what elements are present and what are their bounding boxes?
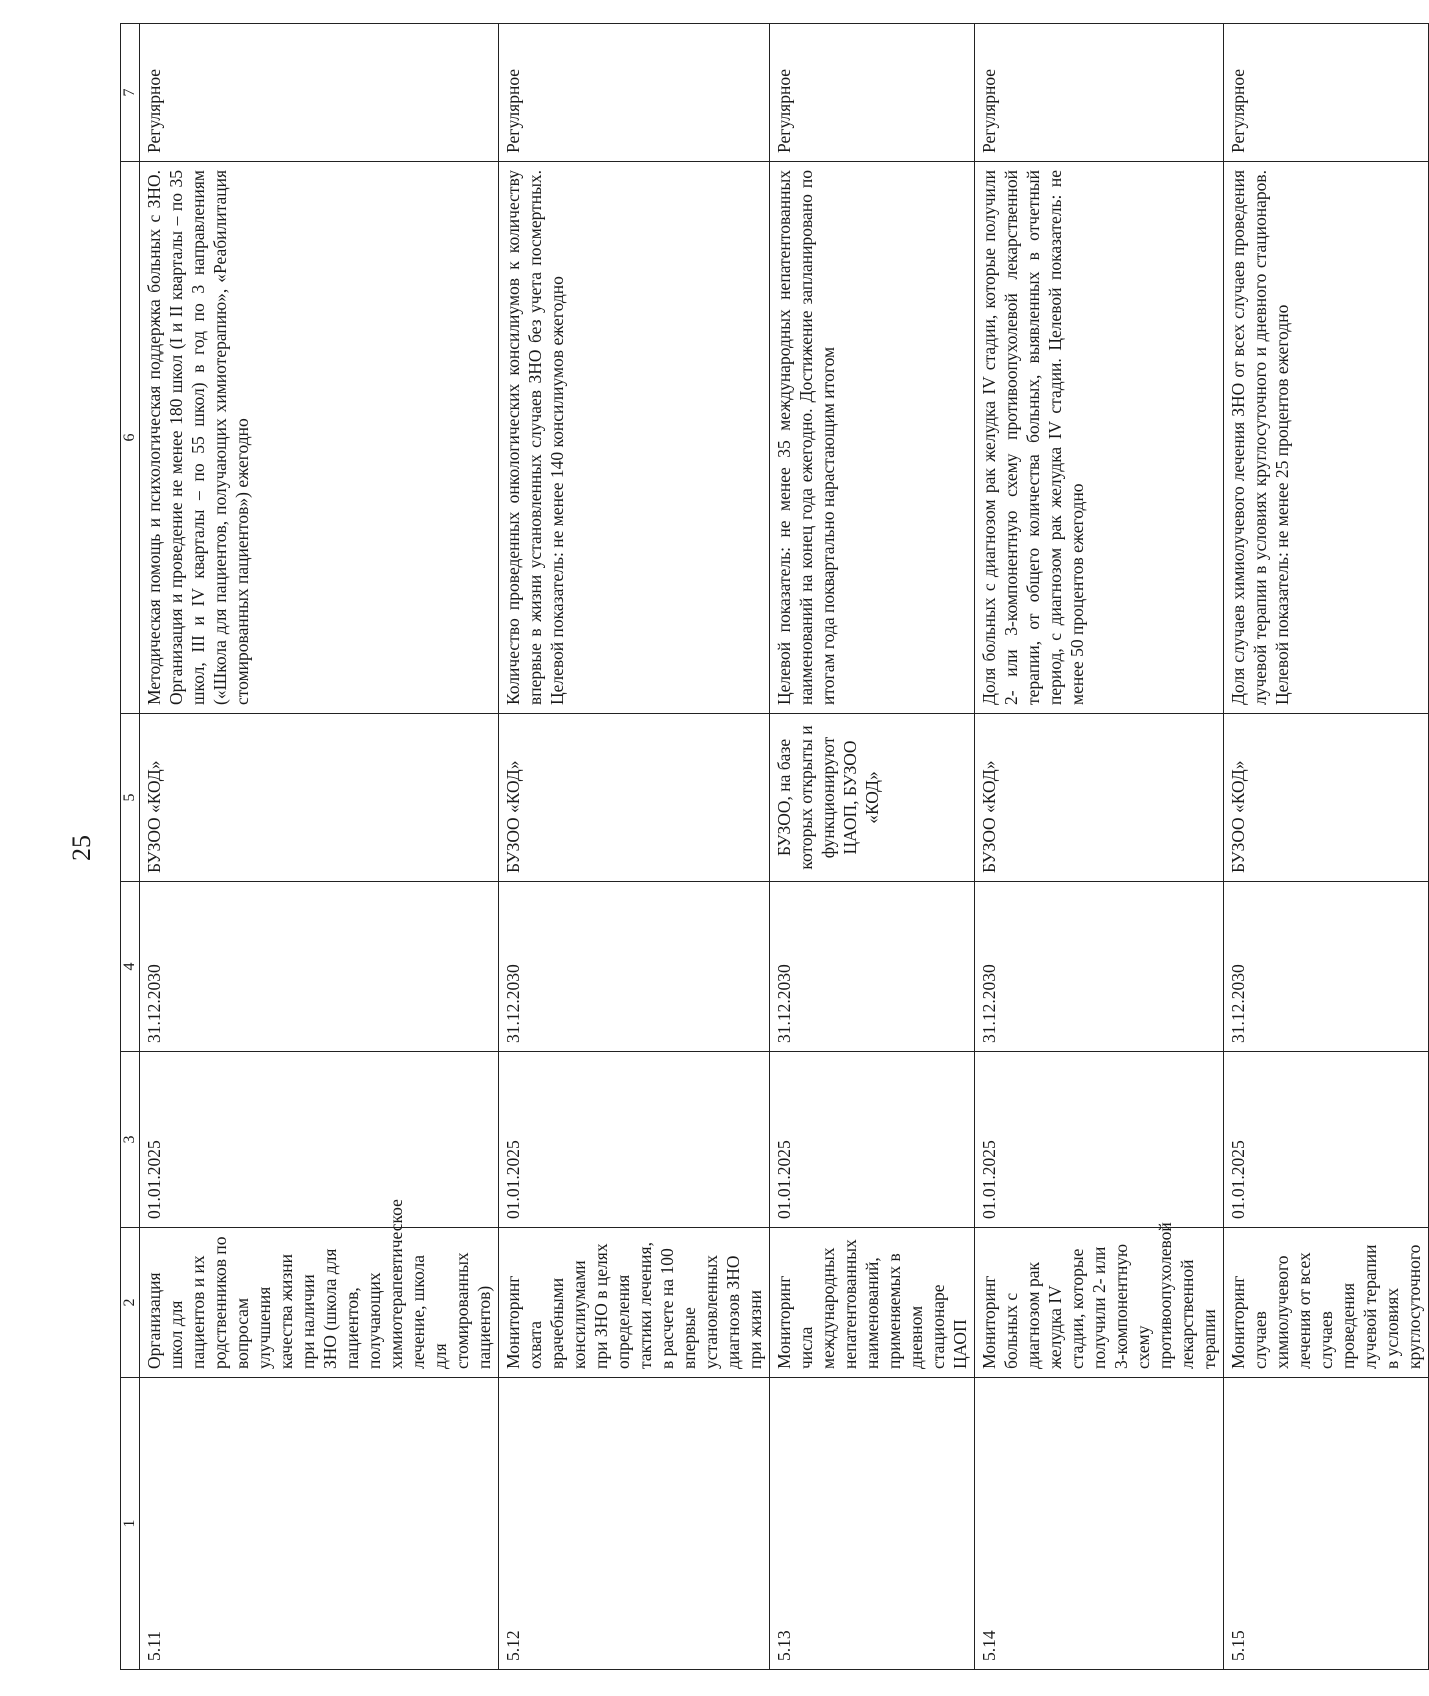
activity-name-cell: Мониторинг охвата врачебными консилиумами при ЗНО в целях определения тактики лечения, в расчете на 100 впервые установленных диагнозов ЗНО при жизни <box>499 1228 770 1378</box>
expected-result-cell: Целевой показатель: не менее 35 международных непатентованных наименований на конец года ежегодно. Достижение запланировано по итогам года поквартально нарастающим итогом <box>770 162 975 714</box>
expected-result-cell: Количество проведенных онкологических консилиумов к количеству впервые в жизни установленных случаев ЗНО без учета посмертных. Целевой показатель: не менее 140 консилиумов ежегодно <box>499 162 770 714</box>
column-number: 2 <box>121 1228 140 1378</box>
executor-cell: БУЗОО «КОД» <box>1224 714 1429 882</box>
end-date-cell: 31.12.2030 <box>975 882 1224 1052</box>
column-number: 3 <box>121 1052 140 1228</box>
activity-name-cell: Мониторинг числа международных непатентованных наименований, применяемых в дневном стационаре ЦАОП <box>770 1228 975 1378</box>
activity-type-cell: Регулярное <box>140 24 499 162</box>
row-number-cell: 5.15 <box>1224 1378 1429 1670</box>
expected-result-cell: Доля случаев химиолучевого лечения ЗНО от всех случаев проведения лучевой терапии в условиях круглосуточного и дневного стационаров. Целевой показатель: не менее 25 процентов ежегодно <box>1224 162 1429 714</box>
table-row <box>975 24 1224 1670</box>
column-number: 7 <box>121 24 140 162</box>
column-number: 6 <box>121 162 140 714</box>
activity-name-cell: Мониторинг больных с диагнозом рак желудка IV стадии, которые получили 2- или 3-компонентную схему противоопухолевой лекарственной терапии <box>975 1228 1224 1378</box>
expected-result-cell: Методическая помощь и психологическая поддержка больных с ЗНО. Организация и проведение не менее 180 школ (I и II кварталы – по 35 школ, III и IV кварталы – по 55 школ) в год по 3 направлениям («Школа для пациентов, получающих химиотерапию», «Реабилитация стомированных пациентов») ежегодно <box>140 162 499 714</box>
column-number: 4 <box>121 882 140 1052</box>
page-number: 25 <box>67 835 96 861</box>
table-row <box>499 24 770 1670</box>
row-number-cell: 5.11 <box>140 1378 499 1670</box>
column-number: 1 <box>121 1378 140 1670</box>
end-date-cell: 31.12.2030 <box>499 882 770 1052</box>
table-row <box>140 24 499 1670</box>
executor-cell: БУЗОО «КОД» <box>140 714 499 882</box>
table-row <box>1224 24 1429 1670</box>
start-date-cell: 01.01.2025 <box>499 1052 770 1228</box>
activity-name-cell: Мониторинг случаев химиолучевого лечения от всех случаев проведения лучевой терапии в условиях круглосуточного <box>1224 1228 1429 1378</box>
start-date-cell: 01.01.2025 <box>770 1052 975 1228</box>
rotated-table-container <box>120 24 1424 1670</box>
start-date-cell: 01.01.2025 <box>975 1052 1224 1228</box>
end-date-cell: 31.12.2030 <box>770 882 975 1052</box>
start-date-cell: 01.01.2025 <box>1224 1052 1429 1228</box>
expected-result-cell: Доля больных с диагнозом рак желудка IV стадии, которые получили 2- или 3-компонентную схему противоопухолевой лекарственной терапии, от общего количества больных, выявленных в отчетный период, с диагнозом рак желудка IV стадии. Целевой показатель: не менее 50 процентов ежегодно <box>975 162 1224 714</box>
executor-cell: БУЗОО, на базе которых открыты и функционируют ЦАОП, БУЗОО «КОД» <box>770 714 975 882</box>
end-date-cell: 31.12.2030 <box>1224 882 1429 1052</box>
row-number-cell: 5.12 <box>499 1378 770 1670</box>
activity-name-cell: Организация школ для пациентов и их родственников по вопросам улучшения качества жизни при наличии ЗНО (школа для пациентов, получающих химиотерапевтическое лечение, школа для стомированных пациентов) <box>140 1228 499 1378</box>
end-date-cell: 31.12.2030 <box>140 882 499 1052</box>
activity-type-cell: Регулярное <box>499 24 770 162</box>
plan-table <box>120 23 1429 1670</box>
activity-type-cell: Регулярное <box>1224 24 1429 162</box>
start-date-cell: 01.01.2025 <box>140 1052 499 1228</box>
activity-type-cell: Регулярное <box>975 24 1224 162</box>
executor-cell: БУЗОО «КОД» <box>499 714 770 882</box>
row-number-cell: 5.13 <box>770 1378 975 1670</box>
column-number-row <box>121 24 140 1670</box>
activity-type-cell: Регулярное <box>770 24 975 162</box>
executor-cell: БУЗОО «КОД» <box>975 714 1224 882</box>
table-row <box>770 24 975 1670</box>
row-number-cell: 5.14 <box>975 1378 1224 1670</box>
column-number: 5 <box>121 714 140 882</box>
